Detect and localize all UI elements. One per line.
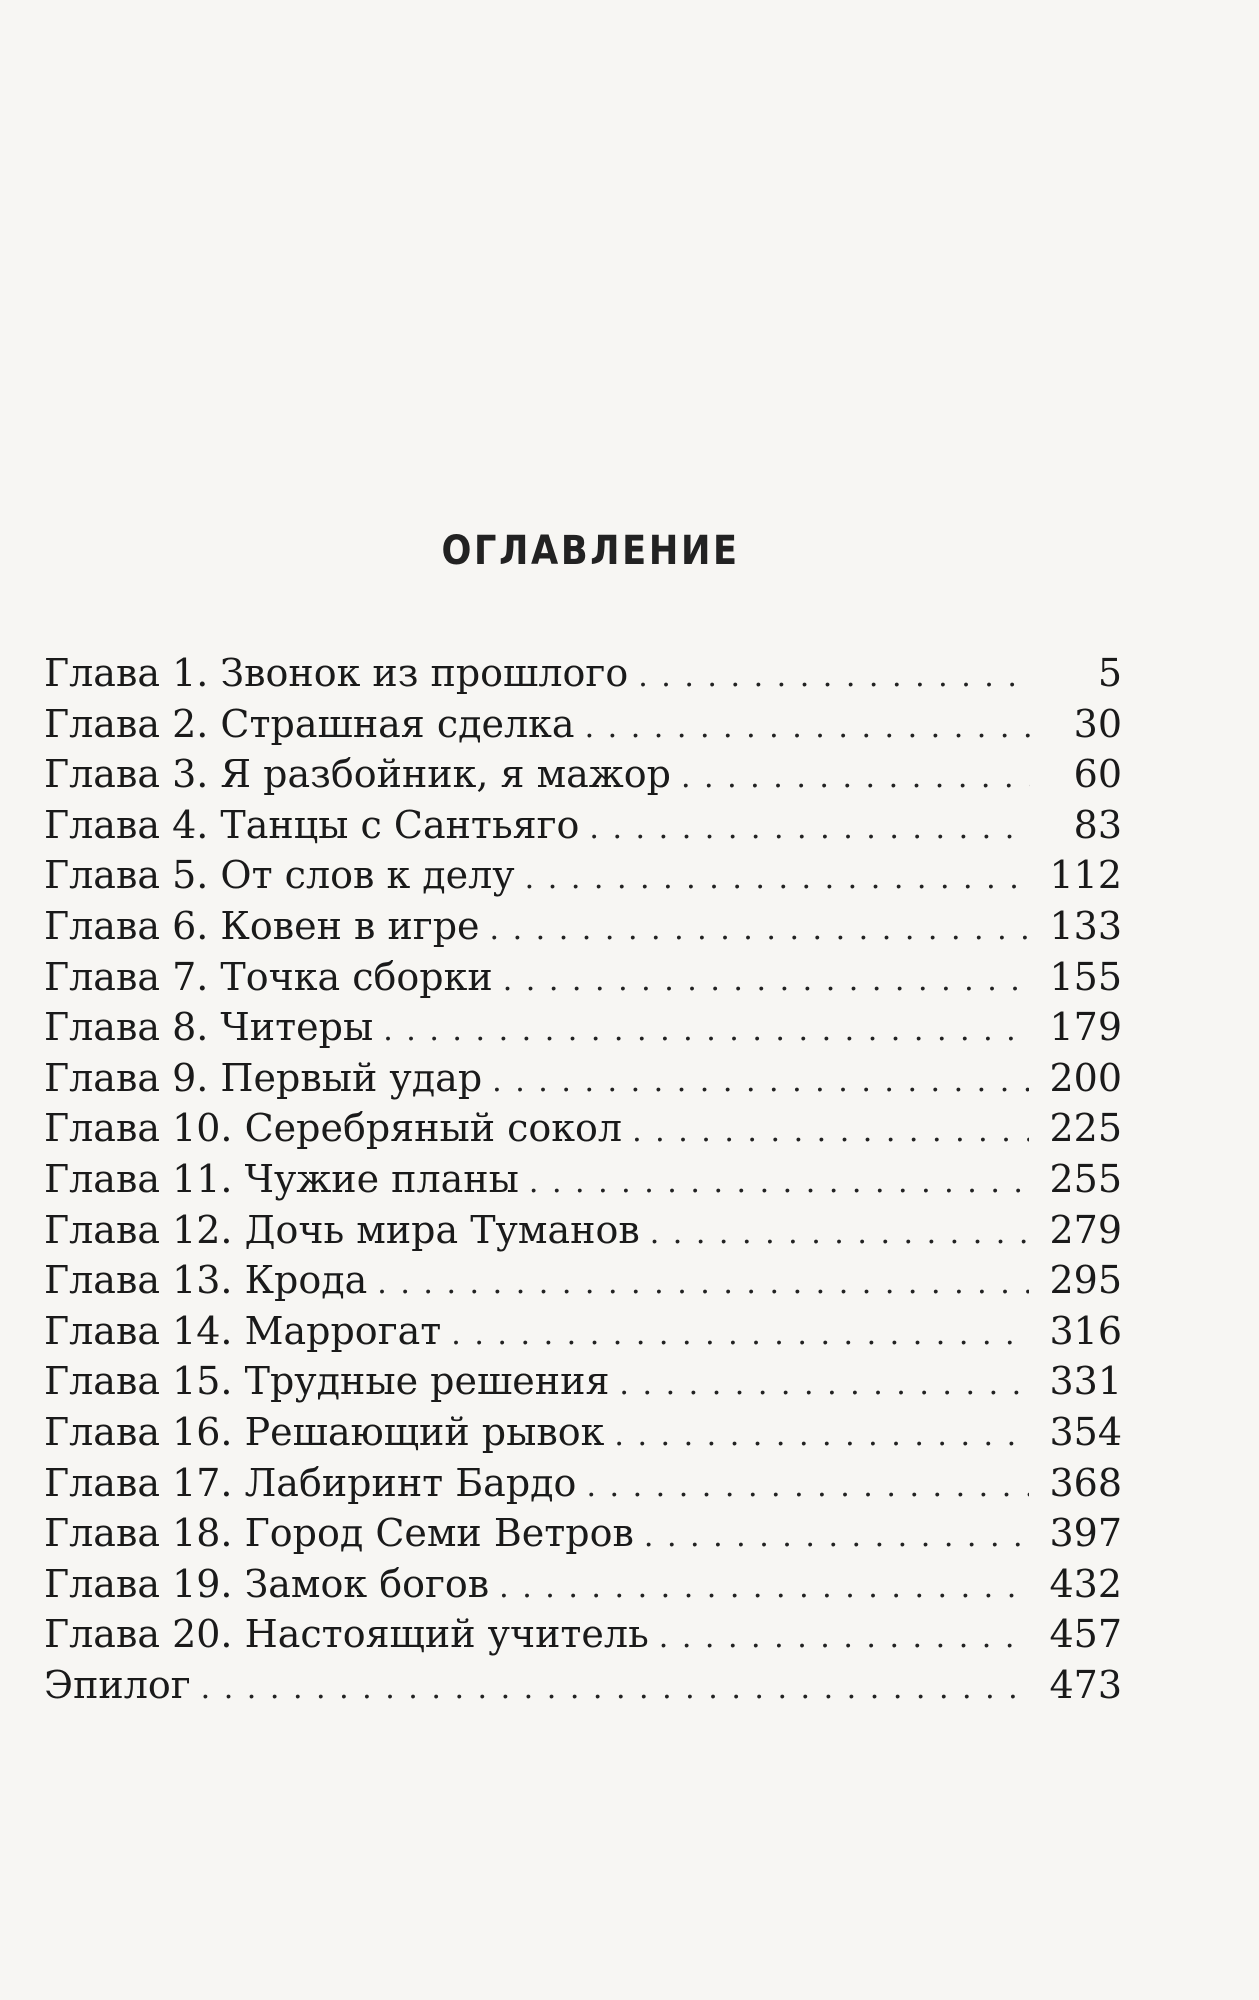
toc-entry-title: Глава 12. Дочь мира Туманов — [44, 1207, 640, 1252]
toc-entry — [44, 1306, 1122, 1357]
dot-leader — [619, 1360, 1029, 1410]
toc-entry-title: Глава 6. Ковен в игре — [44, 903, 480, 948]
dot-leader — [632, 1107, 1029, 1157]
toc-entry — [44, 1559, 1122, 1610]
page-title: ОГЛАВЛЕНИЕ — [441, 528, 740, 574]
toc-entry-title: Глава 14. Маррогат — [44, 1308, 442, 1353]
toc-entry-page-number: 30 — [1073, 701, 1122, 746]
toc-entry-page-number: 60 — [1073, 752, 1122, 797]
toc-entry — [44, 1255, 1122, 1306]
toc-entry-title: Эпилог — [44, 1662, 191, 1707]
toc-entry-title: Глава 2. Страшная сделка — [44, 701, 575, 746]
toc-entry — [44, 1154, 1122, 1205]
toc-entry-page-number: 5 — [1097, 651, 1122, 695]
toc-entry-page-number: 179 — [1049, 1005, 1122, 1050]
toc-entry-title: Глава 13. Крода — [44, 1258, 368, 1303]
dot-leader — [586, 1462, 1029, 1512]
toc-entry-title: Глава 18. Город Семи Ветров — [44, 1511, 634, 1556]
dot-leader — [490, 905, 1030, 955]
toc-entry — [44, 749, 1122, 800]
toc-entry-title: Глава 1. Звонок из прошлого — [44, 651, 629, 695]
dot-leader — [614, 1411, 1029, 1461]
dot-leader — [201, 1664, 1030, 1714]
toc-entry-title: Глава 3. Я разбойник, я мажор — [44, 752, 671, 797]
toc-entry — [44, 850, 1122, 901]
toc-entry — [44, 1609, 1122, 1660]
toc-entry — [44, 1103, 1122, 1154]
toc-entry-title: Глава 9. Первый удар — [44, 1055, 483, 1100]
toc-entry — [44, 1053, 1122, 1104]
toc-entry-title: Глава 5. От слов к делу — [44, 853, 515, 898]
toc-entry-page-number: 354 — [1049, 1409, 1122, 1454]
toc-entry-title: Глава 20. Настоящий учитель — [44, 1612, 649, 1657]
toc-entry-page-number: 457 — [1049, 1612, 1122, 1657]
dot-leader — [681, 753, 1030, 803]
toc-entry-title: Глава 19. Замок богов — [44, 1561, 490, 1606]
toc-entry-page-number: 133 — [1049, 903, 1122, 948]
dot-leader — [377, 1259, 1029, 1309]
toc-entry — [44, 1660, 1122, 1711]
toc-entry-page-number: 83 — [1073, 802, 1122, 847]
toc-entry-page-number: 368 — [1049, 1460, 1122, 1505]
toc-entry — [44, 1002, 1122, 1053]
toc-entry-title: Глава 4. Танцы с Сантьяго — [44, 802, 580, 847]
toc-entry — [44, 800, 1122, 851]
toc-entry-title: Глава 8. Читеры — [44, 1005, 374, 1050]
dot-leader — [451, 1310, 1029, 1360]
toc-entry-title: Глава 17. Лабиринт Бардо — [44, 1460, 577, 1505]
toc-entry — [44, 699, 1122, 750]
dot-leader — [503, 956, 1030, 1006]
toc-entry-page-number: 279 — [1049, 1207, 1122, 1252]
dot-leader — [585, 703, 1030, 753]
toc-entry — [44, 1407, 1122, 1458]
toc-entry-page-number: 397 — [1049, 1511, 1122, 1556]
dot-leader — [492, 1057, 1029, 1107]
table-of-contents — [44, 648, 1122, 1710]
toc-entry-page-number: 200 — [1049, 1055, 1122, 1100]
dot-leader — [589, 804, 1030, 854]
toc-entry-page-number: 316 — [1049, 1308, 1122, 1353]
dot-leader — [644, 1512, 1030, 1562]
toc-entry — [44, 1356, 1122, 1407]
toc-entry-title: Глава 10. Серебряный сокол — [44, 1106, 623, 1151]
dot-leader — [650, 1209, 1030, 1259]
toc-entry-page-number: 432 — [1049, 1561, 1122, 1606]
dot-leader — [659, 1613, 1030, 1663]
toc-entry — [44, 1508, 1122, 1559]
toc-entry — [44, 1205, 1122, 1256]
toc-entry — [44, 1458, 1122, 1509]
toc-entry-page-number: 295 — [1049, 1258, 1122, 1303]
toc-entry-page-number: 473 — [1049, 1662, 1122, 1707]
toc-entry-page-number: 155 — [1049, 954, 1122, 999]
dot-leader — [525, 854, 1030, 904]
toc-entry-page-number: 225 — [1049, 1106, 1122, 1151]
toc-entry-page-number: 112 — [1049, 853, 1122, 898]
toc-entry — [44, 901, 1122, 952]
toc-entry-page-number: 255 — [1049, 1156, 1122, 1201]
dot-leader — [638, 652, 1030, 702]
toc-entry — [44, 648, 1122, 699]
toc-entry-title: Глава 16. Решающий рывок — [44, 1409, 605, 1454]
toc-entry-title: Глава 11. Чужие планы — [44, 1156, 519, 1201]
toc-entry-page-number: 331 — [1049, 1359, 1122, 1404]
dot-leader — [383, 1006, 1029, 1056]
toc-entry — [44, 952, 1122, 1003]
dot-leader — [499, 1563, 1029, 1613]
toc-entry-title: Глава 7. Точка сборки — [44, 954, 493, 999]
toc-entry-title: Глава 15. Трудные решения — [44, 1359, 610, 1404]
dot-leader — [529, 1158, 1030, 1208]
